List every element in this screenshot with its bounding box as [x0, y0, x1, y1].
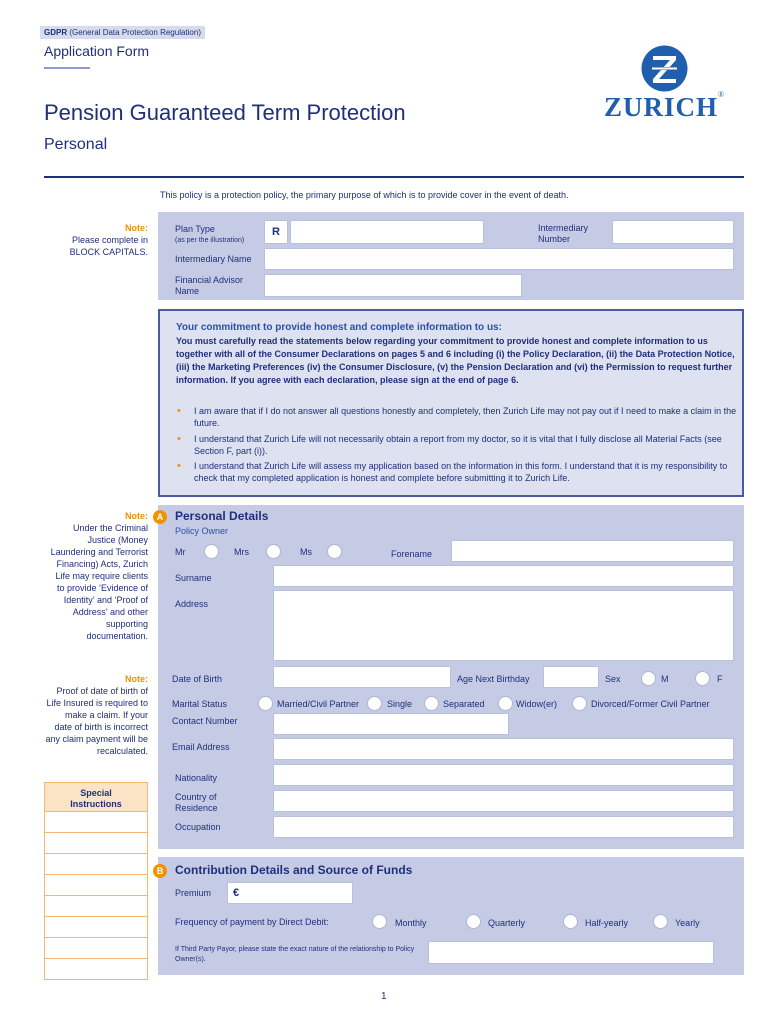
address-field[interactable]	[273, 590, 734, 661]
age-next-birthday-field[interactable]	[543, 666, 599, 688]
marital-widow-radio[interactable]	[498, 696, 513, 711]
frequency-quarterly-label: Quarterly	[488, 918, 526, 928]
country-of-residence-field[interactable]	[273, 790, 734, 812]
email-label: Email Address	[172, 742, 230, 752]
sex-m-label: M	[661, 674, 669, 684]
frequency-yearly-label: Yearly	[675, 918, 700, 928]
frequency-monthly-radio[interactable]	[372, 914, 387, 929]
surname-label: Surname	[175, 573, 212, 583]
age-next-birthday-label: Age Next Birthday	[457, 674, 530, 684]
intermediary-number-label: Intermediary Number	[538, 223, 589, 244]
special-instructions-area[interactable]	[44, 812, 148, 980]
commitment-bullet-1: • I am aware that if I do not answer all questions honestly and completely, then Zurich Life may not pay out if I need to make a claim in the future.	[177, 405, 737, 429]
frequency-label: Frequency of payment by Direct Debit:	[175, 917, 329, 927]
plan-type-prefix: R	[264, 220, 288, 244]
note-text: Under the Criminal Justice (Money Laundering and Terrorist Financing) Acts, Zurich Life may require clients to provide ‘Evidence of Identity’ and ‘Proof of Address’ and other supporting documentation.	[50, 523, 148, 641]
intermediary-name-field[interactable]	[264, 248, 734, 270]
commitment-bullet-3: • I understand that Zurich Life will assess my application based on the information in this form. I understand that it is my responsibility to check that my completed application is honest and complete before submitting it to Zurich Life.	[177, 460, 737, 484]
country-of-residence-label: Country of Residence	[175, 792, 218, 813]
frequency-yearly-radio[interactable]	[653, 914, 668, 929]
address-label: Address	[175, 599, 209, 609]
gdpr-text: (General Data Protection Regulation)	[69, 28, 201, 37]
zurich-logo-icon	[641, 45, 688, 92]
marital-divorced-radio[interactable]	[572, 696, 587, 711]
section-a-subtitle: Policy Owner	[175, 526, 229, 536]
financial-advisor-label: Financial Advisor Name	[175, 275, 244, 296]
marital-separated-label: Separated	[443, 699, 485, 709]
occupation-label: Occupation	[175, 822, 221, 832]
note-title: Note:	[125, 674, 148, 684]
intro-statement: This policy is a protection policy, the primary purpose of which is to provide cover in the event of death.	[160, 190, 569, 200]
sex-label: Sex	[605, 674, 621, 684]
marital-widow-label: Widow(er)	[516, 699, 558, 709]
marital-status-label: Marital Status	[172, 699, 228, 709]
header-divider	[44, 176, 744, 178]
frequency-quarterly-radio[interactable]	[466, 914, 481, 929]
plan-type-field[interactable]	[290, 220, 484, 244]
marital-married-label: Married/Civil Partner	[277, 699, 360, 709]
plan-type-label-text: Plan Type	[175, 224, 215, 234]
document-type-underline	[44, 67, 90, 69]
nationality-label: Nationality	[175, 773, 218, 783]
section-b-badge: B	[153, 864, 167, 878]
frequency-halfyearly-label: Half-yearly	[585, 918, 629, 928]
occupation-field[interactable]	[273, 816, 734, 838]
note-title: Note:	[125, 511, 148, 521]
gdpr-banner	[40, 26, 205, 39]
title-ms-label: Ms	[300, 547, 312, 557]
brand-name	[604, 92, 725, 123]
sex-f-label: F	[717, 674, 723, 684]
third-party-label: If Third Party Payor, please state the exact nature of the relationship to Policy Owner(s).	[175, 946, 415, 963]
dob-field[interactable]	[273, 666, 451, 688]
marital-single-label: Single	[387, 699, 413, 709]
plan-type-label	[175, 224, 244, 246]
forename-field[interactable]	[451, 540, 734, 562]
email-field[interactable]	[273, 738, 734, 760]
sex-m-radio[interactable]	[641, 671, 656, 686]
title-ms-radio[interactable]	[327, 544, 342, 559]
note-block-capitals	[45, 222, 148, 258]
premium-field[interactable]	[227, 882, 353, 904]
commitment-bullet-2: • I understand that Zurich Life will not necessarily obtain a report from my doctor, so it is vital that I fully disclose all Material Facts (see Section F, part (i)).	[177, 433, 737, 457]
title-mrs-label: Mrs	[234, 547, 249, 557]
note-date-of-birth	[45, 673, 148, 757]
sex-f-radio[interactable]	[695, 671, 710, 686]
plan-type-sub-text: (as per the illustration)	[175, 237, 245, 244]
dob-label: Date of Birth	[172, 674, 223, 684]
contact-number-label: Contact Number	[172, 716, 238, 726]
surname-field[interactable]	[273, 565, 734, 587]
section-a-title: Personal Details	[175, 509, 269, 523]
marital-separated-radio[interactable]	[424, 696, 439, 711]
note-money-laundering	[48, 510, 148, 642]
intermediary-name-label: Intermediary Name	[175, 254, 252, 264]
premium-label: Premium	[175, 888, 212, 898]
third-party-field[interactable]	[428, 941, 714, 964]
marital-single-radio[interactable]	[367, 696, 382, 711]
special-instructions-header: Special Instructions	[44, 782, 148, 812]
section-a-badge: A	[153, 510, 167, 524]
euro-icon: €	[233, 887, 240, 899]
contact-number-field[interactable]	[273, 713, 509, 735]
registered-mark: ®	[718, 90, 726, 99]
section-b-title: Contribution Details and Source of Funds	[175, 863, 413, 877]
marital-married-radio[interactable]	[258, 696, 273, 711]
marital-divorced-label: Divorced/Former Civil Partner	[591, 699, 710, 709]
brand-text: ZURICH	[604, 92, 719, 122]
intermediary-number-field[interactable]	[612, 220, 734, 244]
note-text: Proof of date of birth of Life Insured is required to make a claim. If your date of birth is incorrect any claim payment will be recalculated.	[45, 686, 148, 756]
page-number: 1	[381, 991, 387, 1002]
page-title: Pension Guaranteed Term Protection	[44, 100, 406, 125]
title-mr-radio[interactable]	[204, 544, 219, 559]
frequency-monthly-label: Monthly	[395, 918, 427, 928]
document-type: Application Form	[44, 43, 150, 59]
forename-label: Forename	[391, 549, 433, 559]
note-title: Note:	[125, 223, 148, 233]
title-mr-label: Mr	[175, 547, 186, 557]
commitment-body: You must carefully read the statements below regarding your commitment to provide honest and complete information to us together with all of the Consumer Declarations on pages 5 and 6 including (i) the Policy Declaration, (ii) the Data Protection Notice, (iii) the Marketing Preferences (iv) the Consumer Disclosure, (v) the Pension Declaration and (vi) the Permission to request further information. If you agree with each declaration, please sign at the end of page 6.	[176, 336, 735, 385]
nationality-field[interactable]	[273, 764, 734, 786]
frequency-halfyearly-radio[interactable]	[563, 914, 578, 929]
commitment-heading: Your commitment to provide honest and complete information to us:	[176, 322, 502, 333]
title-mrs-radio[interactable]	[266, 544, 281, 559]
page-subtitle: Personal	[44, 136, 108, 153]
financial-advisor-field[interactable]	[264, 274, 522, 297]
note-text: Please complete in BLOCK CAPITALS.	[69, 235, 148, 257]
gdpr-label: GDPR	[44, 28, 68, 37]
